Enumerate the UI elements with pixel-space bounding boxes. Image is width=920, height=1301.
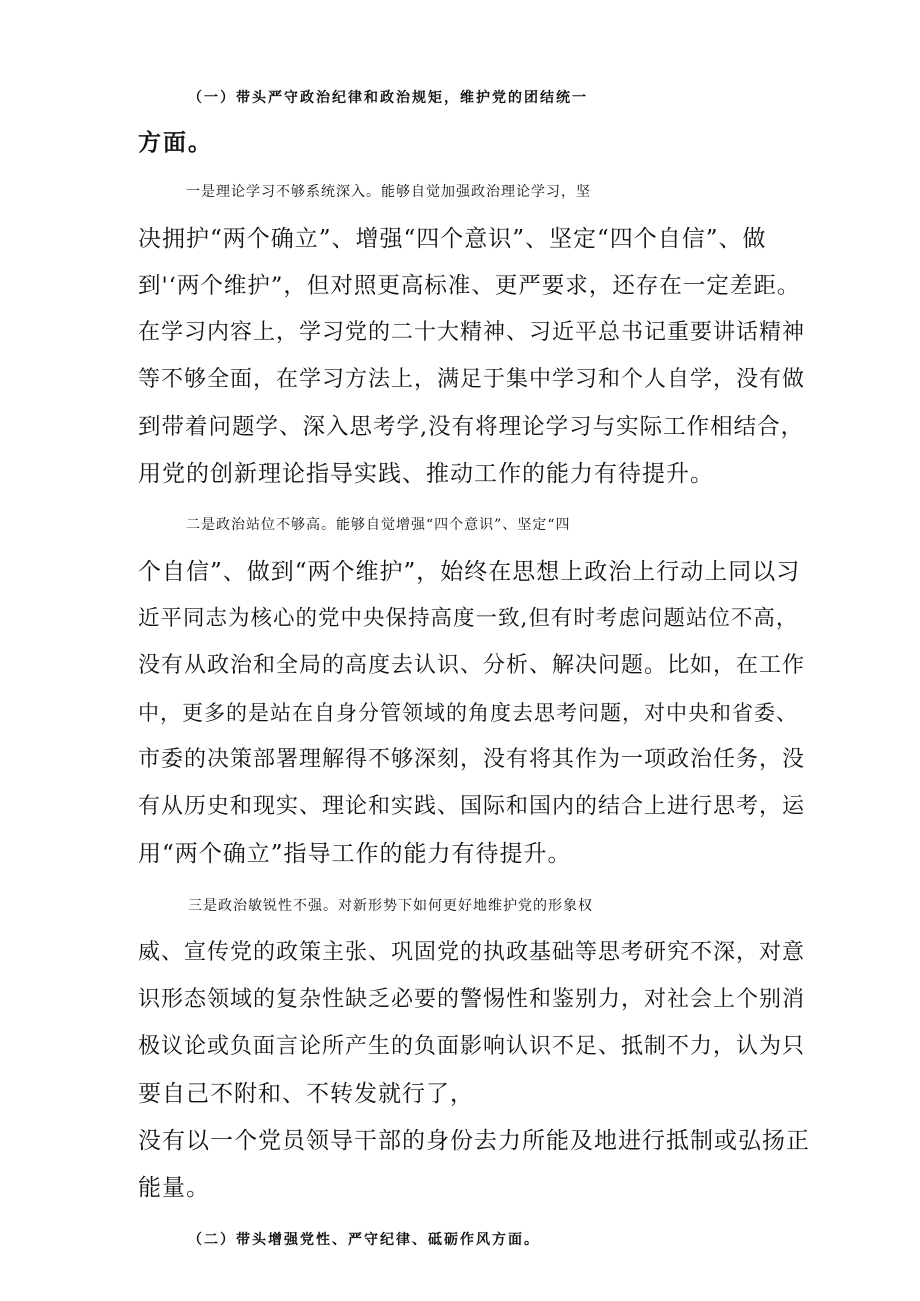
paragraph-1-line-3: 到'‘两个维护”，但对照更高标准、更严要求，还存在一定差距。 [138,273,801,299]
paragraph-1-line-7: 用党的创新理论指导实践、推动工作的能力有待提升。 [138,461,714,487]
paragraph-3-line-1: 三是政治敏锐性不强。对新形势下如何更好地维护党的形象权 [188,898,593,914]
section-heading-1-line-1: （一）带头严守政治纪律和政治规矩，维护党的团结统一 [188,90,588,106]
paragraph-1-line-5: 等不够全面，在学习方法上，满足于集中学习和个人自学，没有做 [138,367,806,392]
paragraph-2-line-7: 有从历史和现实、理论和实践、国际和国内的结合上进行思考，运 [138,794,806,819]
paragraph-3-line-4: 极议论或负面言论所产生的负面影响认识不足、抵制不力，认为只 [138,1034,806,1059]
section-heading-1-line-2: 方面。 [138,129,213,156]
paragraph-2-line-8: 用“两个确立”指导工作的能力有待提升。 [138,841,572,867]
paragraph-1-line-4: 在学习内容上，学习党的二十大精神、习近平总书记重要讲话精神 [138,320,806,345]
paragraph-3-line-3: 识形态领域的复杂性缺乏必要的警惕性和鉴别力，对社会上个别消 [138,987,806,1012]
paragraph-2-line-2: 个自信”、做到“两个维护”，始终在思想上政治上行动上同以习 [138,559,801,585]
paragraph-1-line-2: 决拥护“两个确立”、增强“四个意识”、坚定“四个自信”、做 [138,226,767,252]
paragraph-2-line-5: 中，更多的是站在自身分管领域的角度去思考问题，对中央和省委、 [138,701,798,725]
paragraph-3-line-6: 没有以一个党员领导干部的身份去力所能及地进行抵制或弘扬正 [138,1128,810,1154]
paragraph-3-line-7: 能量。 [138,1175,210,1201]
paragraph-3-line-2: 威、宣传党的政策主张、巩固党的执政基础等思考研究不深，对意 [138,940,806,965]
paragraph-2-line-3: 近平同志为核心的党中央保持高度一致,但有时考虑问题站位不高， [138,606,799,631]
paragraph-2-line-1: 二是政治站位不够高。能够自觉增强“四个意识”、坚定“四 [186,517,571,533]
section-heading-2: （二）带头增强党性、严守纪律、砥砺作风方面。 [188,1232,540,1248]
paragraph-1-line-1: 一是理论学习不够系统深入。能够自觉加强政治理论学习，坚 [186,184,591,200]
paragraph-2-line-4: 没有从政治和全局的高度去认识、分析、解决问题。比如，在工作 [138,653,806,678]
paragraph-3-line-5: 要自己不附和、不转发就行了， [138,1081,474,1107]
paragraph-1-line-6: 到带着问题学、深入思考学,没有将理论学习与实际工作相结合， [138,414,805,440]
paragraph-2-line-6: 市委的决策部署理解得不够深刻，没有将其作为一项政治任务，没 [138,747,806,772]
